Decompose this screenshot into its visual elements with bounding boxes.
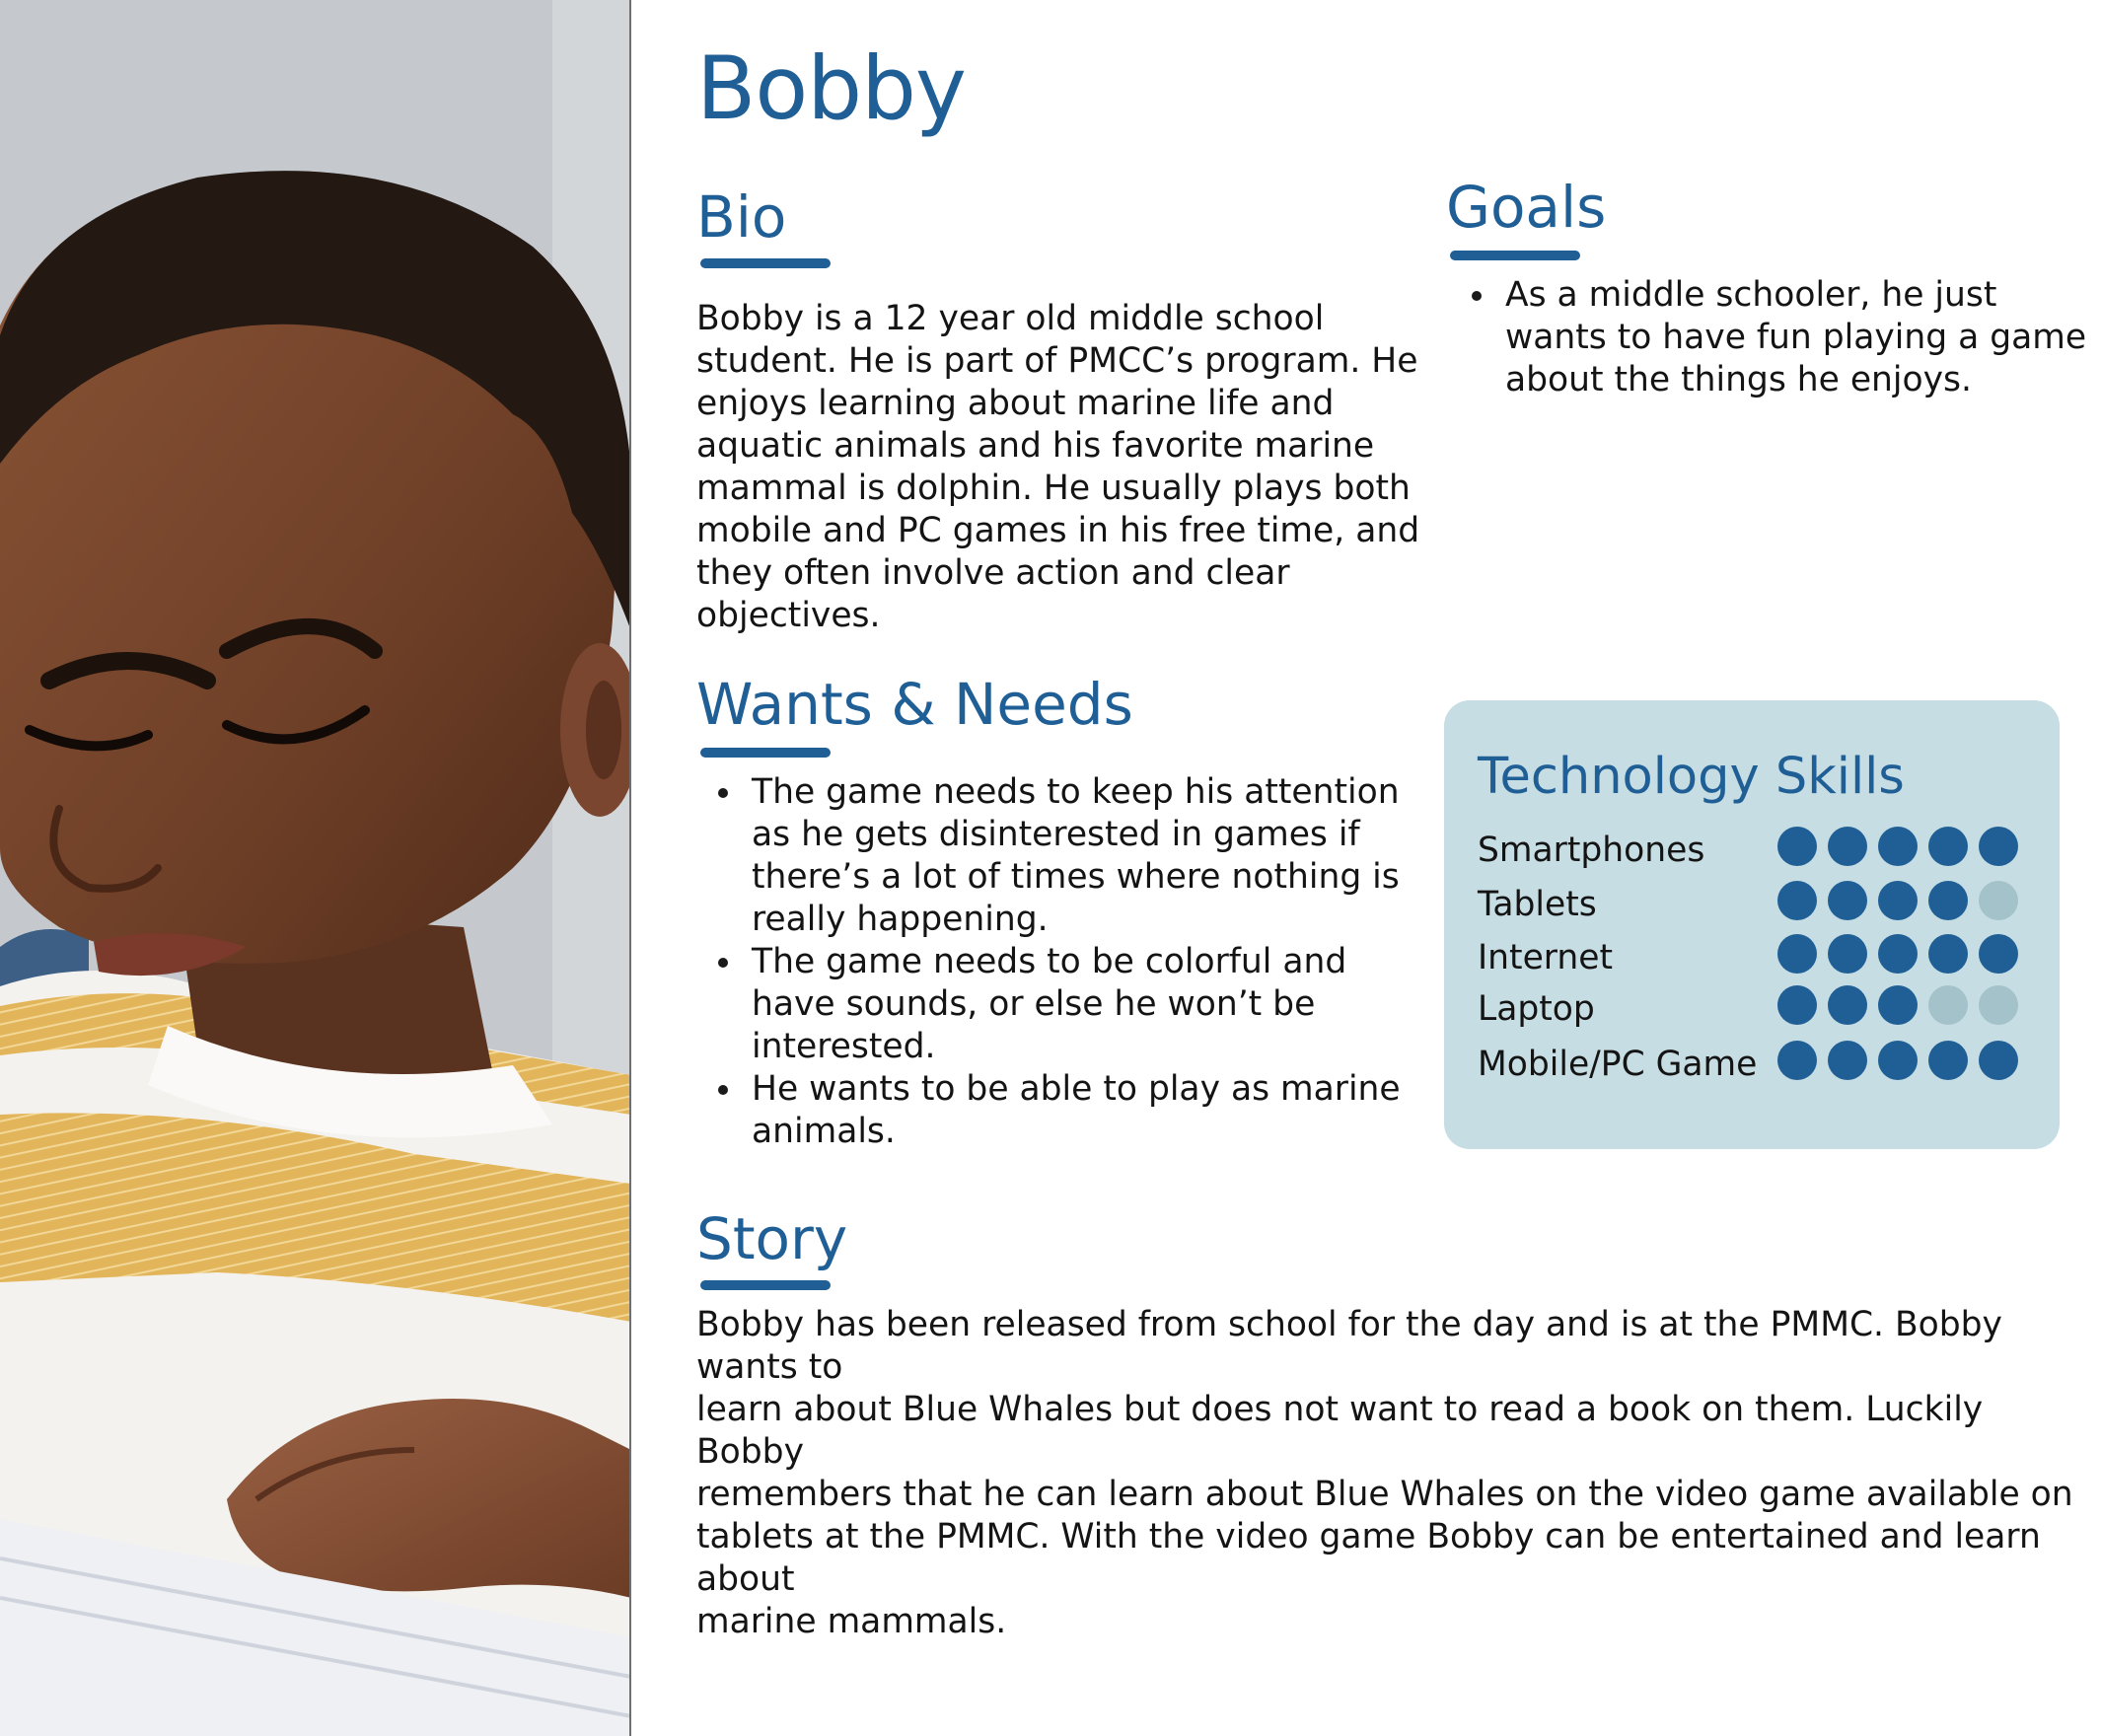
rating-dot-filled bbox=[1828, 1041, 1867, 1080]
wants-needs-line: there’s a lot of times where nothing is bbox=[752, 857, 1400, 897]
rating-dot-filled bbox=[1928, 881, 1968, 920]
skill-label: Mobile/PC Game bbox=[1478, 1045, 1758, 1084]
bio-heading-underline bbox=[700, 258, 831, 268]
wants-needs-list bbox=[696, 771, 1401, 1153]
rating-dot-empty bbox=[1979, 985, 2018, 1025]
rating-dot-filled bbox=[1828, 881, 1867, 920]
bio-line: student. He is part of PMCC’s program. He bbox=[696, 341, 1418, 381]
skill-label: Tablets bbox=[1478, 885, 1597, 924]
bio-line: enjoys learning about marine life and bbox=[696, 384, 1335, 423]
wants-needs-heading: Wants & Needs bbox=[696, 671, 1133, 738]
rating-dot-empty bbox=[1979, 881, 2018, 920]
rating-dot-filled bbox=[1828, 827, 1867, 866]
skill-label: Laptop bbox=[1478, 989, 1595, 1029]
skill-rating bbox=[1777, 934, 2018, 974]
skill-row bbox=[1478, 881, 2030, 930]
wants-needs-line: The game needs to be colorful and bbox=[752, 942, 1347, 981]
goals-heading-underline bbox=[1450, 251, 1580, 260]
goals-list bbox=[1450, 274, 2086, 401]
rating-dot-filled bbox=[1979, 827, 2018, 866]
goal-line: As a middle schooler, he just bbox=[1505, 275, 1997, 315]
rating-dot-filled bbox=[1979, 1041, 2018, 1080]
rating-dot-filled bbox=[1878, 881, 1918, 920]
wants-needs-line: interested. bbox=[752, 1027, 936, 1066]
rating-dot-filled bbox=[1777, 985, 1817, 1025]
rating-dot-filled bbox=[1828, 934, 1867, 974]
goal-line: about the things he enjoys. bbox=[1505, 360, 1972, 399]
wants-needs-line: The game needs to keep his attention bbox=[752, 772, 1400, 812]
wants-needs-item bbox=[696, 1068, 1401, 1153]
goal-item bbox=[1450, 274, 2086, 401]
rating-dot-filled bbox=[1928, 1041, 1968, 1080]
wants-needs-line: really happening. bbox=[752, 900, 1049, 939]
boy-reading-illustration bbox=[0, 0, 631, 1736]
wants-needs-heading-underline bbox=[700, 748, 831, 758]
bio-line: mammal is dolphin. He usually plays both bbox=[696, 469, 1411, 508]
goal-line: wants to have fun playing a game bbox=[1505, 318, 2087, 357]
technology-skills-title: Technology Skills bbox=[1478, 748, 1905, 806]
story-line: learn about Blue Whales but does not want to read a book on them. Luckily Bobby bbox=[696, 1390, 1984, 1472]
bio-line: aquatic animals and his favorite marine bbox=[696, 426, 1375, 466]
wants-needs-item bbox=[696, 771, 1401, 941]
rating-dot-filled bbox=[1979, 934, 2018, 974]
story-line: marine mammals. bbox=[696, 1602, 1007, 1641]
bio-line: they often involve action and clear bbox=[696, 553, 1290, 593]
bio-line: objectives. bbox=[696, 596, 881, 635]
persona-photo bbox=[0, 0, 631, 1736]
skill-row bbox=[1478, 827, 2030, 876]
goals-heading: Goals bbox=[1446, 174, 1607, 241]
bio-heading: Bio bbox=[696, 183, 787, 251]
wants-needs-line: He wants to be able to play as marine bbox=[752, 1069, 1401, 1109]
wants-needs-line: have sounds, or else he won’t be bbox=[752, 984, 1316, 1024]
rating-dot-filled bbox=[1777, 934, 1817, 974]
skill-rating bbox=[1777, 985, 2018, 1025]
skill-row bbox=[1478, 934, 2030, 983]
rating-dot-filled bbox=[1878, 827, 1918, 866]
story-line: remembers that he can learn about Blue Whales on the video game available on bbox=[696, 1475, 2073, 1514]
technology-skills-card bbox=[1444, 700, 2060, 1149]
rating-dot-filled bbox=[1878, 985, 1918, 1025]
bio-text bbox=[696, 298, 1419, 637]
bio-line: Bobby is a 12 year old middle school bbox=[696, 299, 1325, 338]
rating-dot-filled bbox=[1777, 881, 1817, 920]
story-heading: Story bbox=[696, 1205, 848, 1272]
skill-row bbox=[1478, 1041, 2030, 1090]
rating-dot-filled bbox=[1777, 1041, 1817, 1080]
wants-needs-line: animals. bbox=[752, 1112, 896, 1151]
persona-name: Bobby bbox=[696, 37, 967, 139]
rating-dot-empty bbox=[1928, 985, 1968, 1025]
wants-needs-item bbox=[696, 941, 1401, 1068]
skill-label: Internet bbox=[1478, 938, 1613, 977]
skill-row bbox=[1478, 985, 2030, 1035]
wants-needs-line: as he gets disinterested in games if bbox=[752, 815, 1360, 854]
skill-label: Smartphones bbox=[1478, 831, 1705, 870]
skill-rating bbox=[1777, 827, 2018, 866]
bio-line: mobile and PC games in his free time, and bbox=[696, 511, 1420, 550]
rating-dot-filled bbox=[1777, 827, 1817, 866]
rating-dot-filled bbox=[1928, 827, 1968, 866]
story-line: tablets at the PMMC. With the video game Bobby can be entertained and learn about bbox=[696, 1517, 2041, 1599]
story-heading-underline bbox=[700, 1280, 831, 1290]
story-line: Bobby has been released from school for the day and is at the PMMC. Bobby wants to bbox=[696, 1305, 2002, 1387]
rating-dot-filled bbox=[1878, 1041, 1918, 1080]
story-text bbox=[696, 1304, 2101, 1643]
rating-dot-filled bbox=[1828, 985, 1867, 1025]
rating-dot-filled bbox=[1928, 934, 1968, 974]
skill-rating bbox=[1777, 881, 2018, 920]
rating-dot-filled bbox=[1878, 934, 1918, 974]
skill-rating bbox=[1777, 1041, 2018, 1080]
